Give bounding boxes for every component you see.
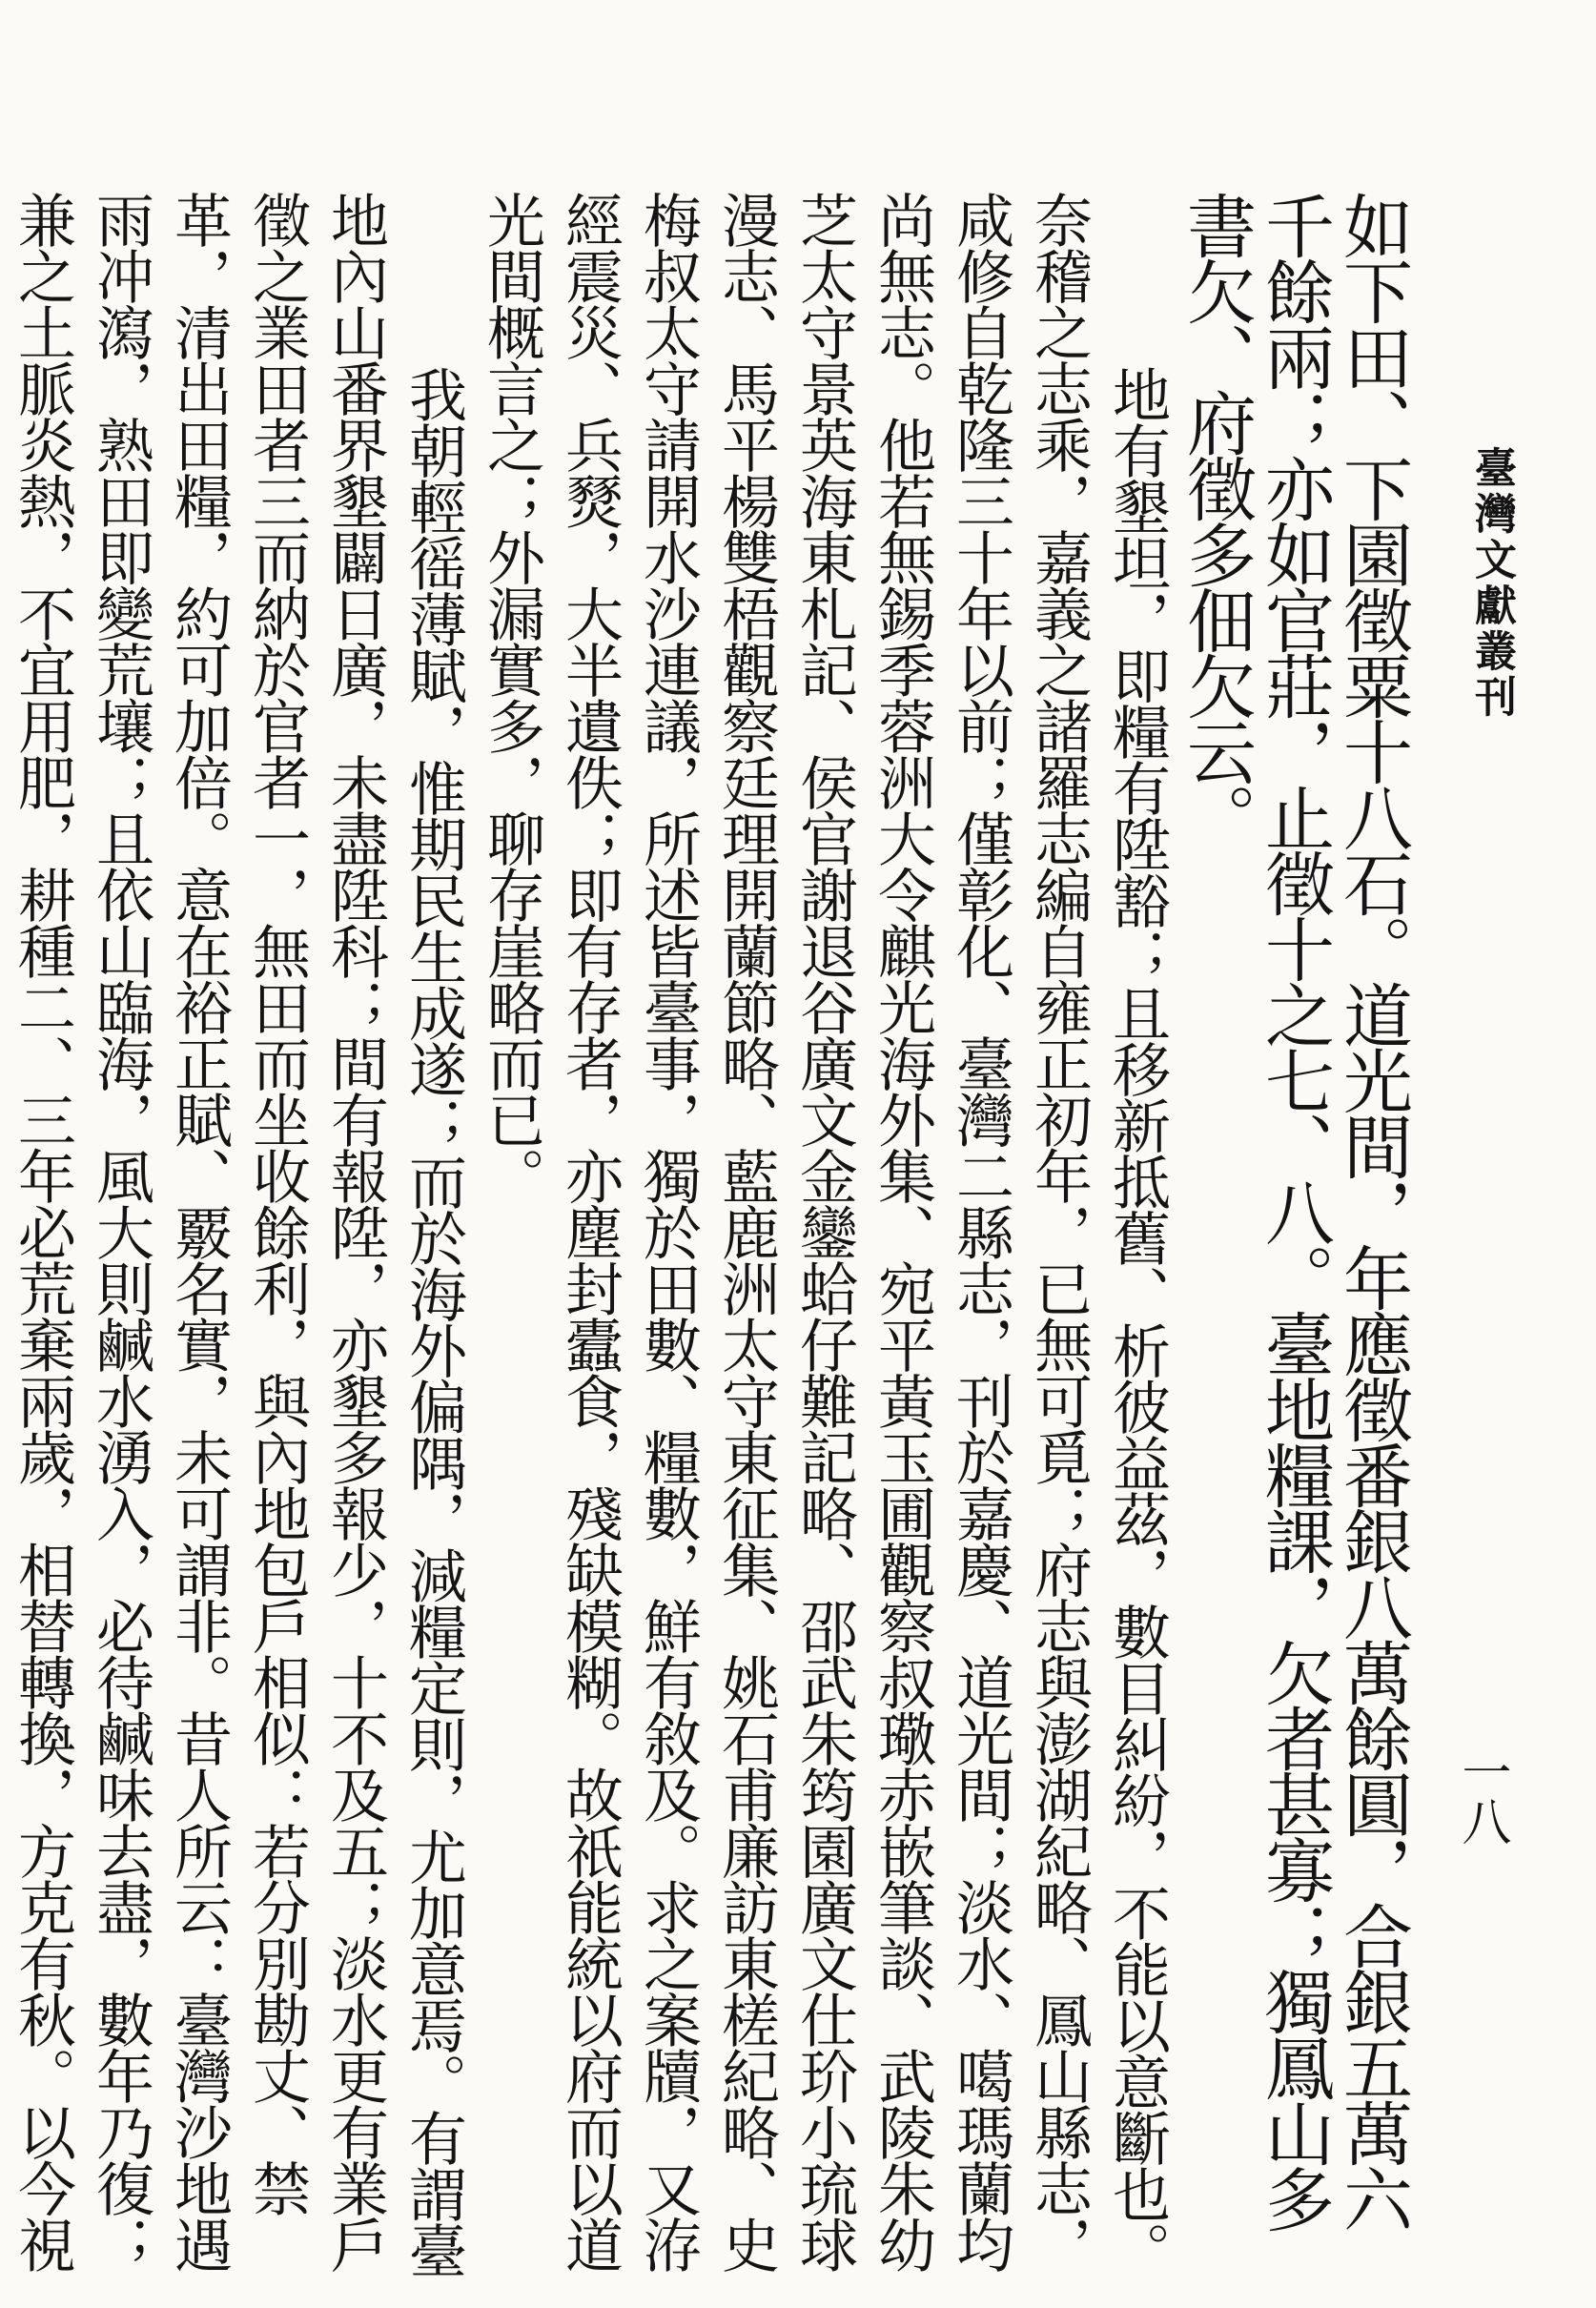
running-header-title: 臺灣文獻叢刊 <box>1467 446 1516 721</box>
paragraph-sources: 地有墾坦，即糧有陞豁；且移新抵舊、析彼益茲，數目糾紛，不能以意斷也。奈稽之志乘，嘉義之諸羅志編自雍正初年，已無可覓；府志與澎湖紀略、鳳山縣志，咸修自乾隆三十年以前；僅彰化、臺灣二縣志，刊於嘉慶、道光間；淡水、噶瑪蘭均尚無志。他若無錫季蓉洲大令麒光海外集、宛平黃玉圃觀察叔璥赤嵌筆談、武陵朱幼芝太守景英海東札記、侯官謝退谷廣文金鑾蛤仔難記略、邵武朱筠園廣文仕玠小琉球漫志、馬平楊雙梧觀察廷理開蘭節略、藍鹿洲太守東征集、姚石甫廉訪東槎紀略、史梅叔太守請開水沙連議，所述皆臺事，獨於田數、糧數，鮮有敘及。求之案牘，又洊經震災、兵燹，大半遺佚；即有存者，亦塵封蠹食，殘缺模糊。故祇能統以府而以道光間概言之；外漏實多，聊存崖略而已。 <box>478 191 1171 2277</box>
page-number: 一八 <box>1453 1746 1510 1846</box>
paragraph-continuation: 如下田、下園徵粟十八石。道光間，年應徵番銀八萬餘圓，合銀五萬六千餘兩；亦如官莊，止徵十之七、八。臺地糧課，欠者甚寡；獨鳳山多書欠、府徵多佃欠云。 <box>1175 191 1412 2230</box>
main-text <box>9 191 1412 2288</box>
paragraph-taxation-policy: 我朝輕徭薄賦，惟期民生成遂；而於海外偏隅，減糧定則，尤加意焉。有謂臺地內山番界墾闢日廣，未盡陞科；間有報陞，亦墾多報少，十不及五；淡水更有業戶徵之業田者三而納於官者一，無田而坐收餘利，與內地包戶相似：若分別勘丈、禁革，清出田糧，約可加倍。意在裕正賦、覈名實，未可謂非。昔人所云：臺灣沙地遇雨冲瀉，熟田即變荒壤；且依山臨海，風大則鹹水湧入，必待鹹味去盡，數年乃復；兼之土脈炎熱，不宜用肥，耕種二、三年必荒棄兩歲，相替轉換，方克有秋。以今視 <box>9 191 467 2277</box>
